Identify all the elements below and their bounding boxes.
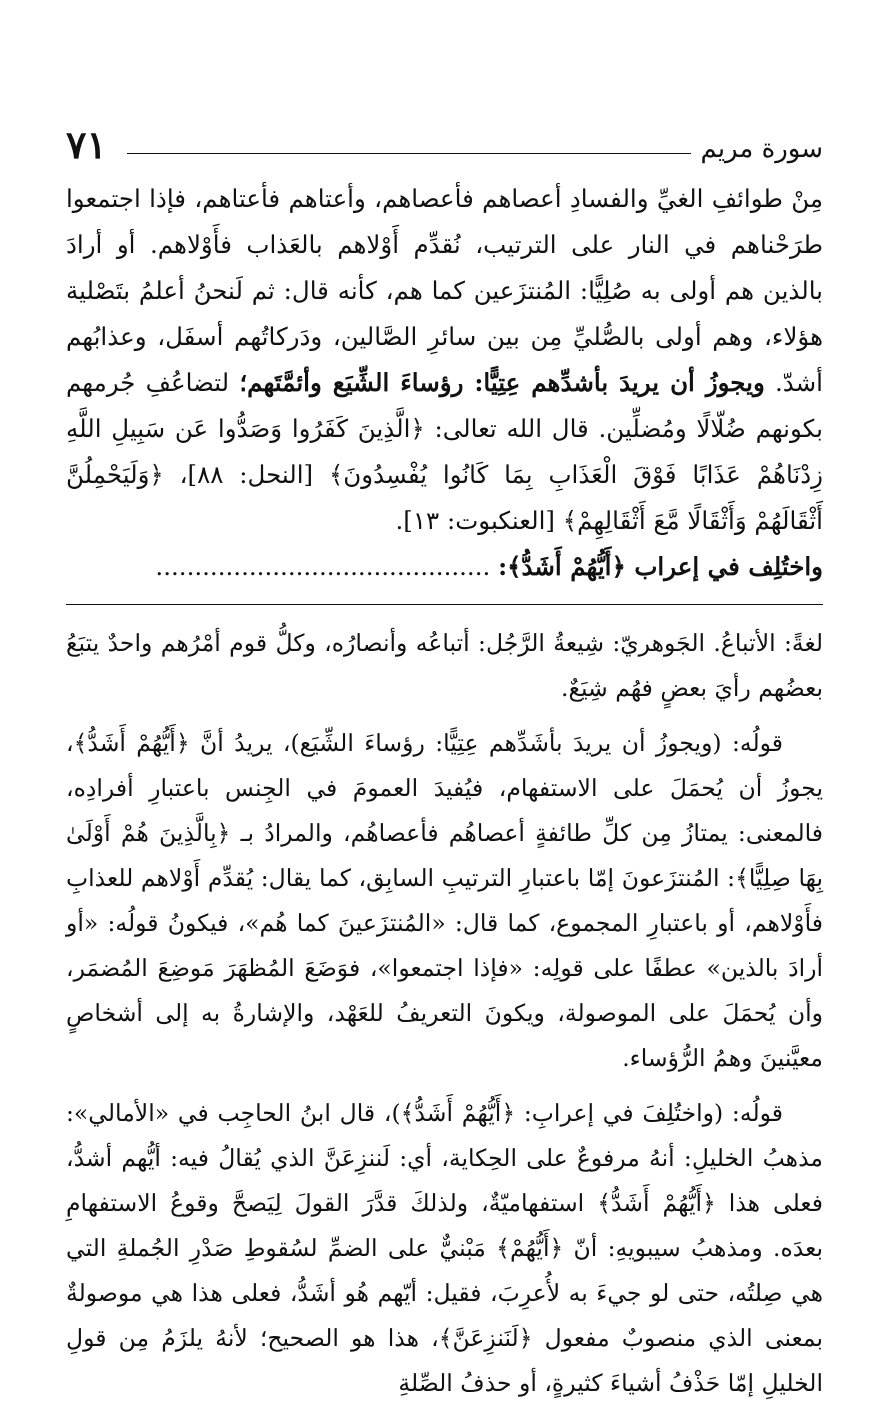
surah-title: سورة مريم bbox=[700, 134, 823, 164]
header-rule bbox=[127, 153, 691, 154]
commentary bbox=[66, 621, 823, 1406]
main-text-part2: لتضاعُفِ جُرمهم بكونهم ضُلّالًا ومُضلِّين. قال الله تعالى: ﴿الَّذِينَ كَفَرُوا وَصَدُّوا عَن سَبِيلِ اللَّهِ زِدْنَاهُمْ عَذَابًا فَوْقَ الْعَذَابِ بِمَا كَانُوا يُفْسِدُونَ﴾ [النحل: ٨٨]، ﴿وَلَيَحْمِلُنَّ أَثْقَالَهُمْ وَأَثْقَالًا مَّعَ أَثْقَالِهِمْ﴾ [العنكبوت: ١٣]. bbox=[66, 368, 823, 535]
page-header bbox=[66, 112, 823, 167]
main-paragraph bbox=[66, 176, 823, 544]
note-paragraph-3: قولُه: (واختُلِفَ في إعرابِ: ﴿أَيُّهُمْ أَشَدُّ﴾)، قال ابنُ الحاجِب في «الأمالي»: مذهبُ الخليلِ: أنهُ مرفوعٌ على الحِكاية، أي: لَننزِعَنَّ الذي يُقالُ فيه: أيُّهم أشدُّ، فعلى هذا ﴿أَيُّهُمْ أَشَدُّ﴾ استفهاميّةٌ، ولذلكَ قدَّرَ القولَ لِيَصحَّ وقوعُ الاستفهامِ بعدَه. ومذهبُ سيبويهِ: أنّ ﴿أَيُّهُمْ﴾ مَبْنيٌّ على الضمِّ لسُقوطِ صَدْرِ الجُملةِ التي هي صِلتُه، حتى لو جيءَ به لأُعرِبَ، فقيل: أيّهم هُو أشَدُّ، فعلى هذا هي موصولةٌ بمعنى الذي منصوبٌ مفعول ﴿لَنَنزِعَنَّ﴾، هذا هو الصحيح؛ لأنهُ يلزَمُ مِن قولِ الخليلِ إمّا حَذْفُ أشياءَ كثيرةٍ، أو حذفُ الصِّلةِ bbox=[66, 1099, 823, 1397]
continuation-dots: ........................................... bbox=[155, 552, 491, 581]
main-last-line bbox=[66, 544, 823, 590]
main-text-bold-part: ويجوزُ أن يريدَ بأشدِّهم عِتِيًّا: رؤساءَ الشِّيَع وأئمَّتَهم؛ bbox=[239, 368, 765, 397]
note-paragraph-2: قولُه: (ويجوزُ أن يريدَ بأشَدِّهم عِتِيًّا: رؤساءَ الشِّيَع)، يريدُ أنَّ ﴿أَيُّهُمْ أَشَدُّ﴾، يجوزُ أن يُحمَلَ على الاستفهام، فيُفيدَ العمومَ في الجِنس باعتبارِ أفرادِه، فالمعنى: يمتازُ مِن كلِّ طائفةٍ أعصاهُم فأعصاهُم، والمرادُ بـ ﴿بِالَّذِينَ هُمْ أَوْلَىٰ بِهَا صِلِيًّا﴾: المُنتزَعونَ إمّا باعتبارِ الترتيبِ السابِق، كما يقال: يُقدِّم أَوْلاهم للعذابِ فأَوْلاهم، أو باعتبارِ المجموع، كما قال: «المُنتزَعينَ كما هُم»، فيكونُ قولُه: «أو أرادَ بالذين» عطفًا على قولِه: «فإذا اجتمعوا»، فوَضَعَ المُظهَرَ مَوضِعَ المُضمَر، وأن يُحمَلَ على الموصولة، ويكونَ التعريفُ للعَهْد، والإشارةُ به إلى أشخاصٍ معيَّنينَ وهمُ الرُّؤساء. bbox=[66, 729, 823, 1072]
main-text-part1: مِنْ طوائفِ الغيِّ والفسادِ أعصاهم فأعصاهم، وأعتاهم فأعتاهم، فإذا اجتمعوا طرَحْناهم في النار على الترتيب، نُقدِّم أَوْلاهم بالعَذاب فأَوْلاهم. أو أرادَ بالذين هم أولى به صُلِيًّا: المُنتزَعين كما هم، كأنه قال: ثم لَنحنُ أعلمُ بتَصْلية هؤلاء، وهم أولى بالصُّليِّ مِن بين سائرِ الصَّالين، ودَركاتُهم أسفَل، وعذابُهم أشدّ. bbox=[66, 184, 823, 397]
footnote-separator bbox=[66, 604, 823, 605]
page-number: ٧١ bbox=[66, 122, 107, 167]
irab-heading: واختُلِف في إعراب ﴿أَيُّهُمْ أَشَدُّ﴾: bbox=[498, 552, 823, 581]
main-text bbox=[66, 176, 823, 590]
note-paragraph-1: لغةً: الأتباعُ. الجَوهريّ: شِيعةُ الرَّجُل: أتباعُه وأنصارُه، وكلُّ قوم أمْرُهم واحدٌ يتبَعُ بعضُهم رأيَ بعضٍ فهُم شِيَعٌ. bbox=[66, 629, 823, 702]
